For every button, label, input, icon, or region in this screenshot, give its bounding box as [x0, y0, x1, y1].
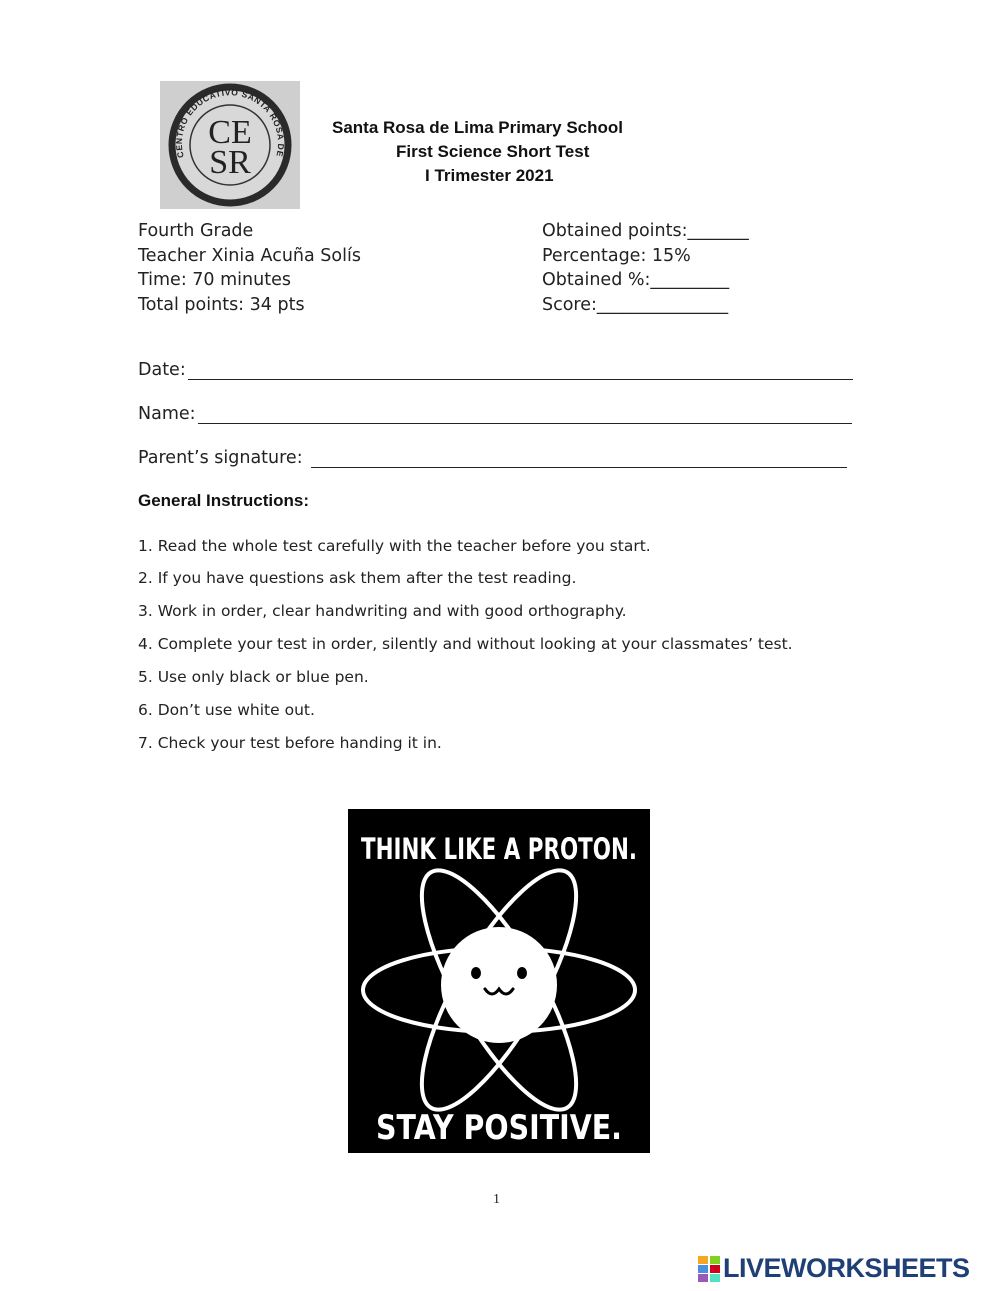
- name-line[interactable]: [198, 407, 852, 424]
- school-logo: [160, 81, 300, 209]
- date-line[interactable]: [188, 363, 853, 380]
- poster-top-text: THINK LIKE A PROTON.: [361, 832, 637, 866]
- logo-initials-top: CE: [208, 114, 252, 151]
- signature-line[interactable]: [311, 451, 847, 468]
- obtained-points[interactable]: Obtained points:_______: [542, 221, 749, 241]
- smiling-proton-icon: [441, 927, 557, 1043]
- test-name: First Science Short Test: [396, 142, 590, 161]
- date-label: Date:: [138, 360, 186, 380]
- instruction-item: 2. If you have questions ask them after the test reading.: [138, 569, 577, 587]
- page-number: 1: [493, 1192, 500, 1207]
- instruction-item: 5. Use only black or blue pen.: [138, 668, 369, 686]
- info-right: [542, 219, 749, 317]
- logo-initials-bottom: SR: [209, 144, 251, 181]
- instruction-item: 1. Read the whole test carefully with the teacher before you start.: [138, 537, 651, 555]
- signature-field[interactable]: [138, 448, 847, 468]
- date-field[interactable]: [138, 360, 853, 380]
- time: Time: 70 minutes: [138, 270, 291, 290]
- instruction-item: 4. Complete your test in order, silently and without looking at your classmates’ test.: [138, 635, 793, 653]
- name-field[interactable]: [138, 404, 852, 424]
- logo-ring-text: CENTRO EDUCATIVO SANTA ROSA DE: [173, 87, 287, 159]
- total-points: Total points: 34 pts: [138, 294, 305, 315]
- signature-label: Parent’s signature:: [138, 448, 303, 468]
- poster-bottom-text: STAY POSITIVE.: [376, 1108, 622, 1148]
- liveworksheets-logo[interactable]: [697, 1253, 970, 1284]
- instruction-item: 3. Work in order, clear handwriting and with good orthography.: [138, 602, 627, 620]
- obtained-percent[interactable]: Obtained %:_________: [542, 270, 730, 290]
- grade: Fourth Grade: [138, 221, 254, 241]
- term: I Trimester 2021: [425, 166, 554, 185]
- proton-poster: [348, 809, 650, 1153]
- instruction-item: 6. Don’t use white out.: [138, 701, 315, 719]
- teacher: Teacher Xinia Acuña Solís: [138, 245, 361, 266]
- school-name: Santa Rosa de Lima Primary School: [332, 118, 623, 137]
- percentage: Percentage: 15%: [542, 245, 691, 266]
- score[interactable]: Score:_______________: [542, 294, 729, 315]
- instructions-title: General Instructions:: [138, 491, 309, 510]
- colored-blocks-icon: [697, 1254, 723, 1284]
- instruction-item: 7. Check your test before handing it in.: [138, 734, 442, 752]
- brand-name: LIVEWORKSHEETS: [723, 1253, 970, 1283]
- info-left: [138, 219, 361, 317]
- name-label: Name:: [138, 404, 196, 424]
